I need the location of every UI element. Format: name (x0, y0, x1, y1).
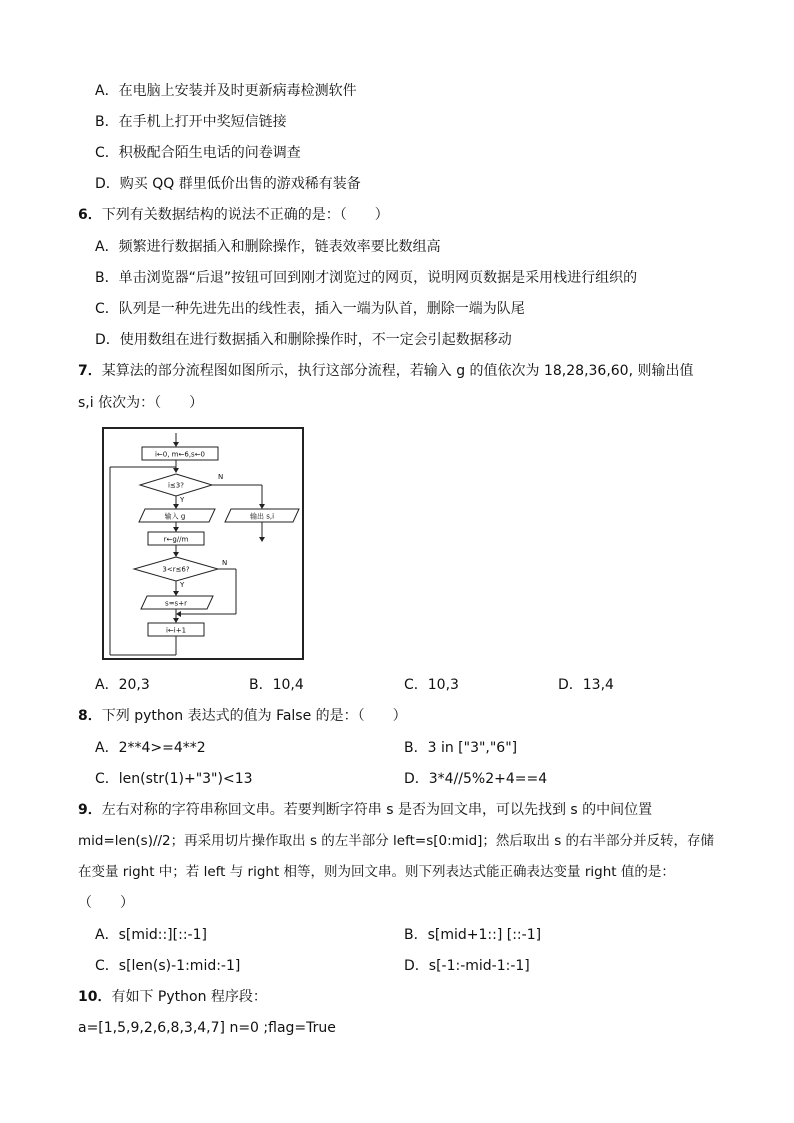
q6-option-c: C．队列是一种先进先出的线性表，插入一端为队首，删除一端为队尾 (95, 301, 525, 317)
flowchart-svg (104, 429, 302, 658)
q8-option-d: D．3*4//5%2+4==4 (404, 771, 548, 787)
q10-stem (78, 987, 267, 1007)
flow-arrow-4 (173, 552, 179, 557)
q6-stem-text: 下列有关数据结构的说法不正确的是：（ ） (101, 207, 389, 223)
flow-arrow-3 (173, 527, 179, 532)
q8-option-b: B．3 in ["3","6"] (404, 740, 518, 756)
q5-option-d: D．购买 QQ 群里低价出售的游戏稀有装备 (95, 176, 361, 192)
q8-stem (78, 706, 407, 726)
q9-line2: mid=len(s)//2；再采用切片操作取出 s 的左半部分 left=s[0:mid]；然后取出 s 的右半部分并反转，存储 (78, 833, 715, 849)
q9-line1: 左右对称的字符串称回文串。若要判断字符串 s 是否为回文串，可以先找到 s 的中间位置 (101, 802, 653, 818)
q8-stem-text: 下列 python 表达式的值为 False 的是：（ ） (101, 708, 407, 724)
q8-option-a: A．2**4>=4**2 (95, 740, 206, 756)
flow-no2-arrow (176, 611, 181, 617)
q10-code-line1: a=[1,5,9,2,6,8,3,4,7] n=0 ;flag=True (78, 1020, 336, 1036)
q6-option-b: B．单击浏览器“后退”按钮可回到刚才浏览过的网页，说明网页数据是采用栈进行组织的 (95, 270, 638, 286)
q6-stem (78, 205, 389, 225)
flow-assign-r-text: r←g//m (163, 535, 189, 544)
q7-option-b: B．10,4 (249, 677, 304, 693)
q7-flowchart (102, 427, 304, 660)
q7-number: 7． (78, 363, 102, 379)
flow-cond1-yes-label: Y (180, 496, 185, 504)
flow-input-text: 输入 g (164, 512, 186, 521)
flow-output-arrow (259, 537, 265, 542)
q9-line3: 在变量 right 中；若 left 与 right 相等，则为回文串。则下列表达式能正确表达变量 right 值的是： (78, 864, 675, 880)
flow-init-text: i←0, m←6,s←0 (154, 450, 206, 459)
q7-option-d: D．13,4 (558, 677, 614, 693)
q8-option-c: C．len(str(1)+"3")<13 (95, 771, 253, 787)
flow-arrow-5 (173, 591, 179, 596)
q9-option-c: C．s[len(s)-1:mid:-1] (95, 958, 241, 974)
flow-arrow-1 (173, 468, 179, 473)
q7-option-a: A．20,3 (95, 677, 150, 693)
q9-option-d: D．s[-1:-mid-1:-1] (404, 958, 530, 974)
q7-stem (78, 361, 694, 381)
flow-cond1-text: i≤3? (168, 481, 184, 490)
flow-increment-text: i←i+1 (165, 626, 187, 635)
flow-output-text: 输出 s,i (249, 512, 275, 521)
q7-option-c: C．10,3 (404, 677, 459, 693)
q6-option-a: A．频繁进行数据插入和删除操作，链表效率要比数组高 (95, 239, 441, 255)
q7-stem-line1: 某算法的部分流程图如图所示，执行这部分流程，若输入 g 的值依次为 18,28,36,60, 则输出值 (101, 363, 694, 379)
q6-number: 6． (78, 207, 102, 223)
q9-number: 9． (78, 802, 102, 818)
flow-cond2-yes-label: Y (180, 581, 185, 589)
flow-cond2-no-label: N (222, 559, 228, 567)
q10-stem-text: 有如下 Python 程序段： (111, 989, 267, 1005)
q9-option-b: B．s[mid+1::] [::-1] (404, 927, 542, 943)
q5-option-b: B．在手机上打开中奖短信链接 (95, 114, 287, 130)
flow-cond1-no-label: N (218, 473, 224, 481)
q5-option-c: C．积极配合陌生电话的问卷调查 (95, 145, 301, 161)
flow-arrow-6 (173, 618, 179, 623)
q9-stem (78, 800, 652, 820)
q7-stem-line2: s,i 依次为：（ ） (78, 395, 204, 411)
q9-option-a: A．s[mid::][::-1] (95, 927, 207, 943)
flow-arrow-2 (173, 504, 179, 509)
q6-option-d: D．使用数组在进行数据插入和删除操作时，不一定会引起数据移动 (95, 332, 512, 348)
q9-line4: （ ） (78, 895, 134, 911)
q5-option-a: A．在电脑上安装并及时更新病毒检测软件 (95, 83, 357, 99)
flow-entry-arrow (173, 442, 179, 447)
flow-assign-s-text: s=s+r (165, 599, 187, 608)
flow-no-arrow (259, 504, 265, 509)
q10-number: 10． (78, 989, 112, 1005)
q8-number: 8． (78, 708, 102, 724)
flow-cond2-text: 3<r≤6? (162, 565, 190, 574)
